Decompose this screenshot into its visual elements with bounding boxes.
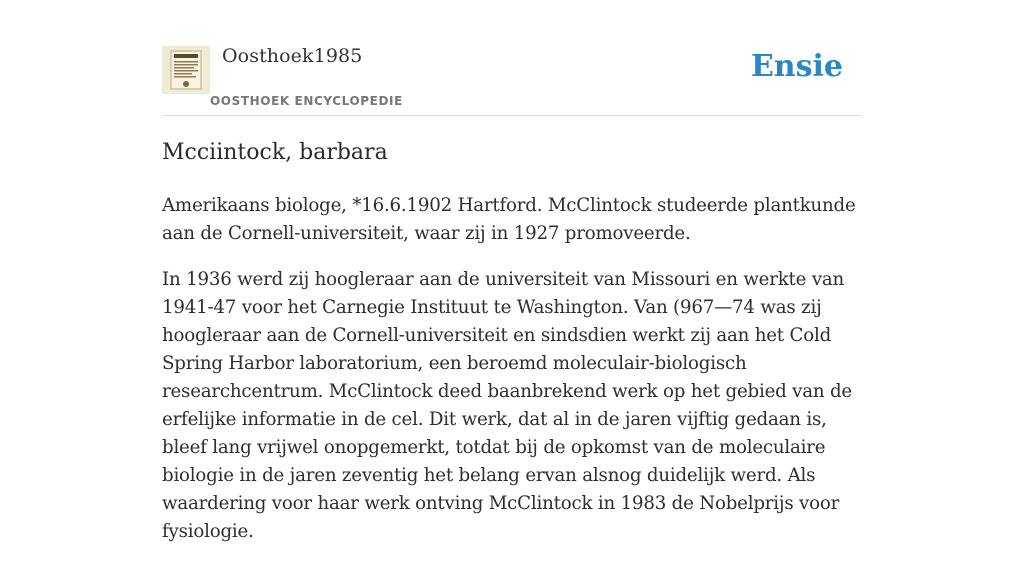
encyclopedia-certificate-icon <box>162 46 210 94</box>
article-paragraph: In 1936 werd zij hoogleraar aan de universiteit van Missouri en werkte van 1941-47 voor het Carnegie Instituut te Washington. Van (967—74 was zij hoogleraar aan de Cornell-universiteit en sindsdien werkt zij aan het Cold Spring Harbor laboratorium, een beroemd moleculair-biologisch researchcentrum. McClintock deed baanbrekend werk op het gebied van de erfelijke informatie in de cel. Dit werk, dat al in de jaren vijftig gedaan is, bleef lang vrijwel onopgemerkt, totdat bij de opkomst van de moleculaire biologie in de jaren zeventig het belang ervan alsnog duidelijk werd. Als waardering voor haar werk ontving McClintock in 1983 de Nobelprijs voor fysiologie. <box>162 269 852 542</box>
author-username-link[interactable]: Oosthoek1985 <box>222 45 363 67</box>
source-label[interactable]: OOSTHOEK ENCYCLOPEDIE <box>210 94 403 108</box>
article-title: Mcciintock, barbara <box>162 140 388 165</box>
article-body <box>162 192 862 564</box>
article-paragraph: Amerikaans biologe, *16.6.1902 Hartford. McClintock studeerde plantkunde aan de Cornell-universiteit, waar zij in 1927 promoveerde. <box>162 195 856 244</box>
avatar[interactable] <box>162 46 210 94</box>
ensie-logo[interactable]: Ensie <box>750 49 843 84</box>
page-container <box>162 0 862 542</box>
author-header <box>162 0 862 116</box>
